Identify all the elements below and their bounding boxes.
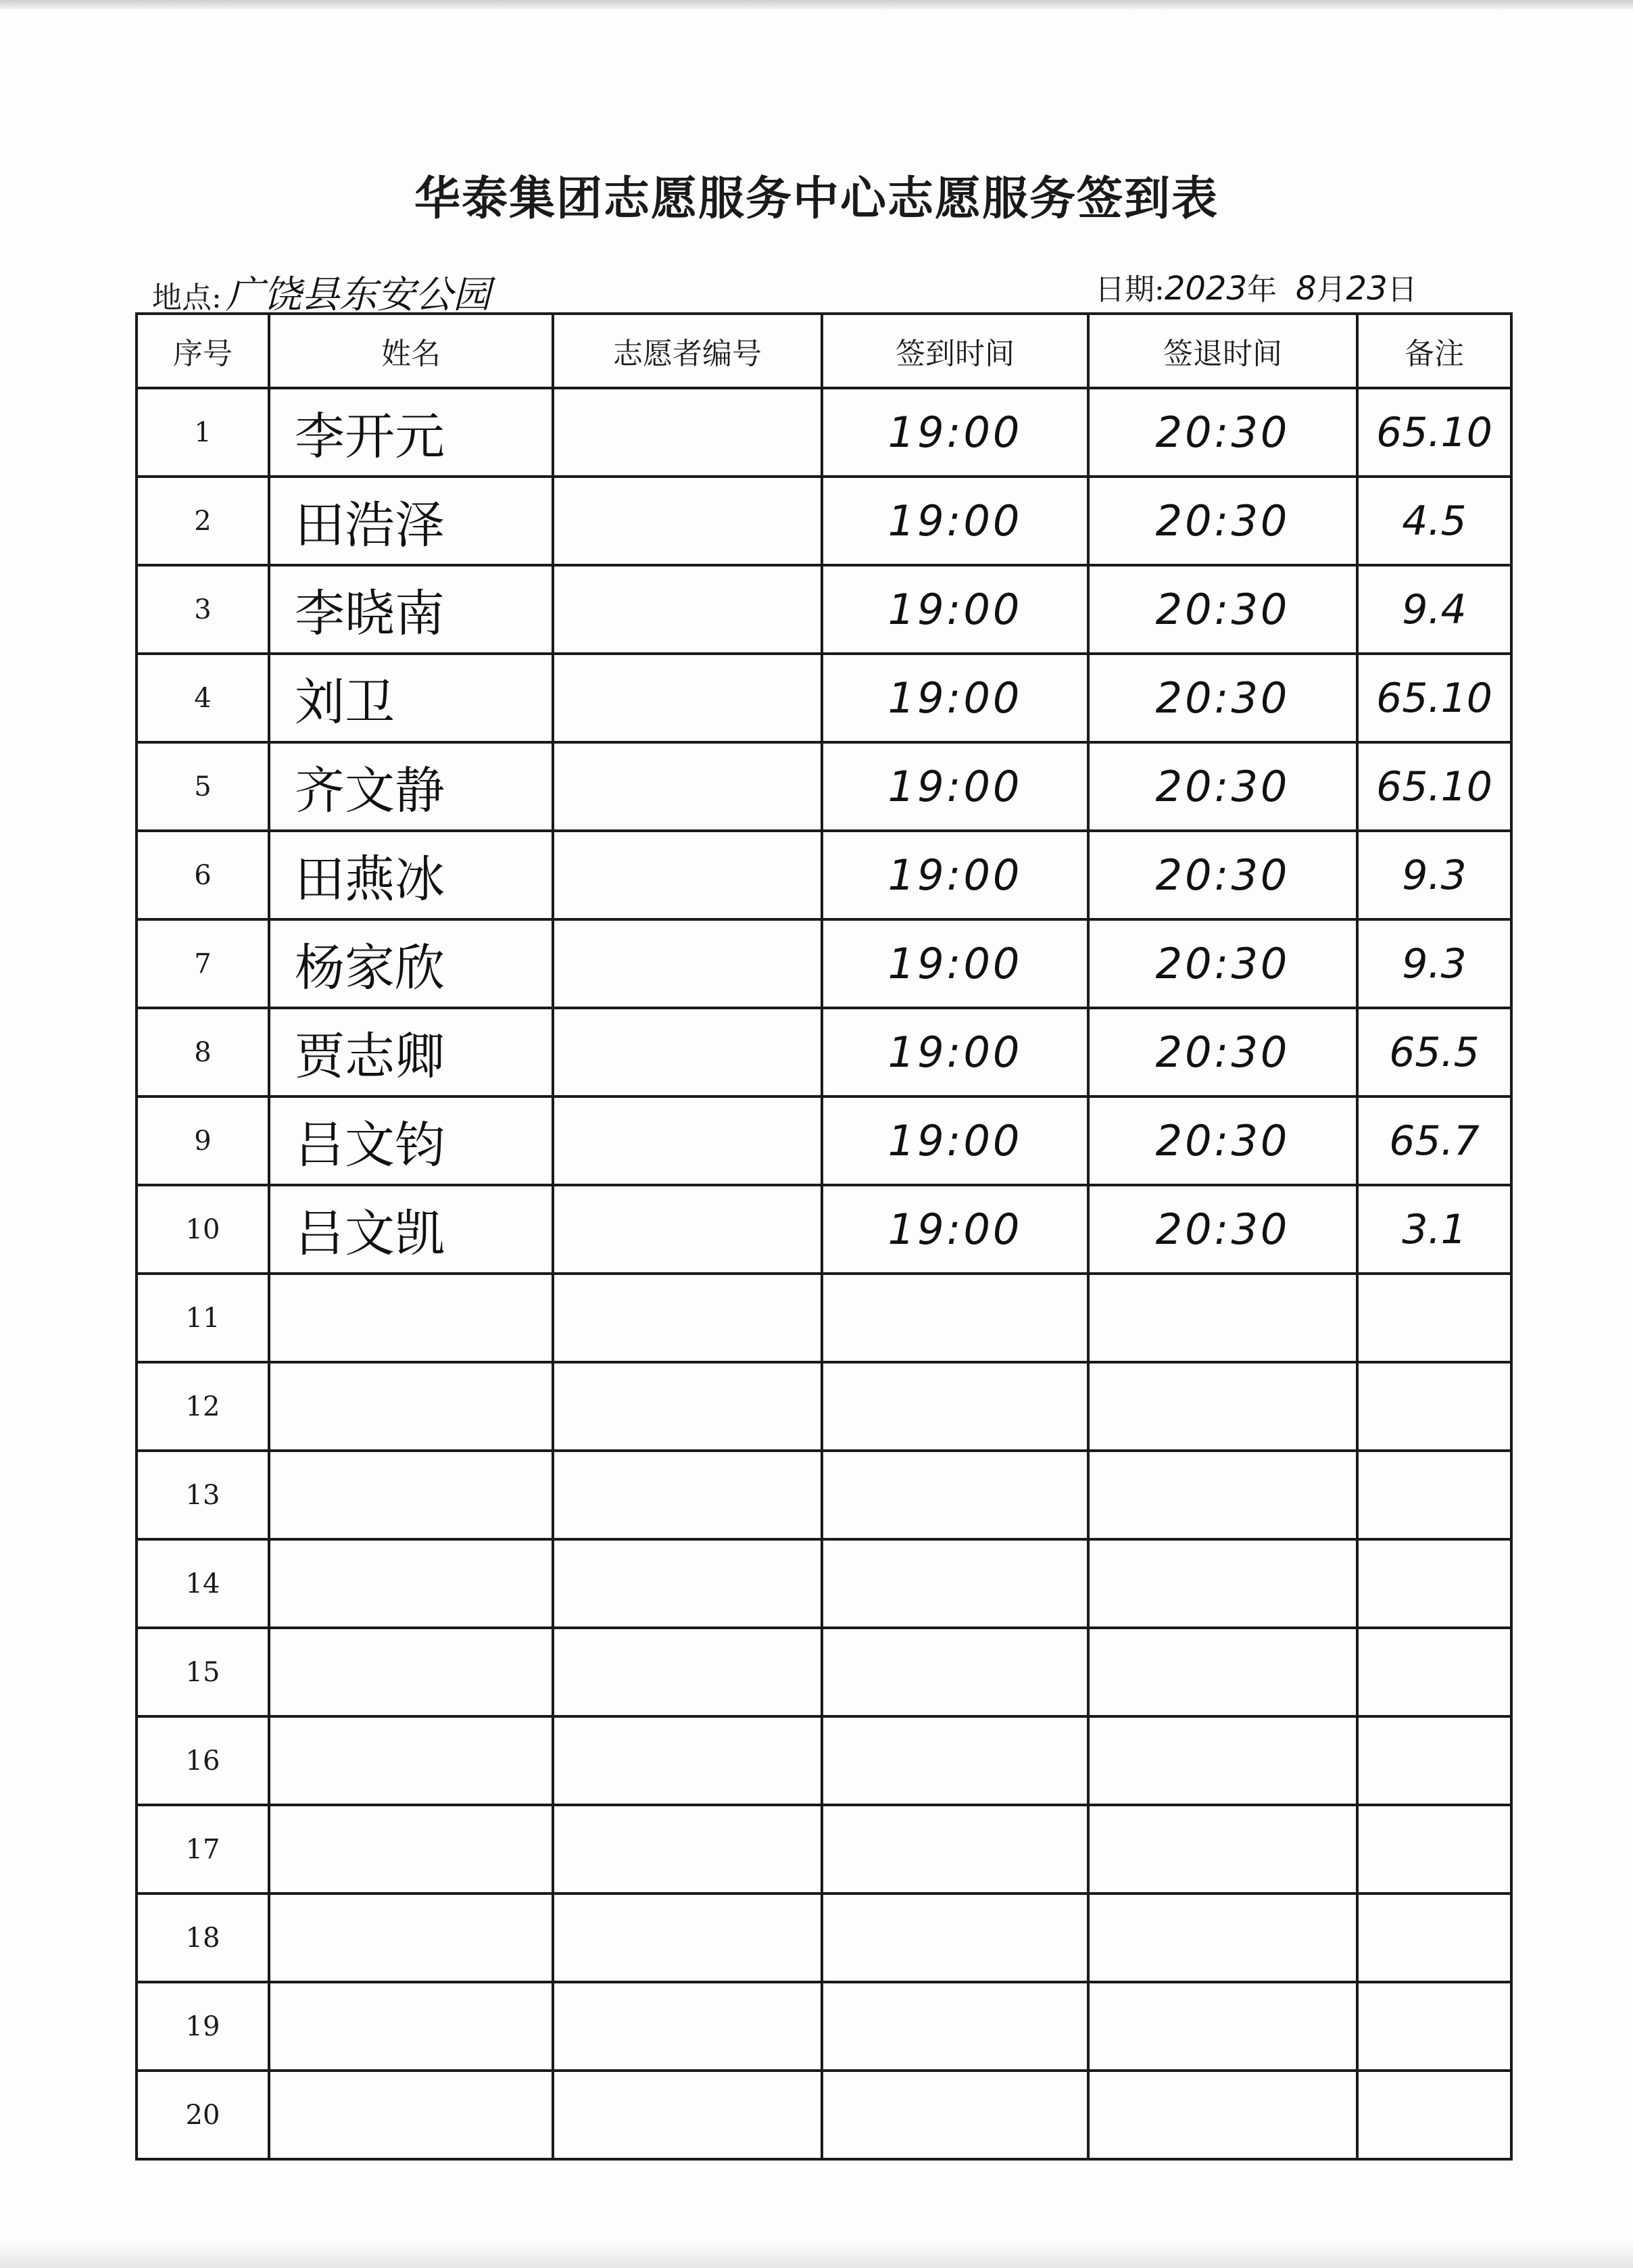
check-in-cell [822,1628,1088,1716]
volunteer-id-cell [553,831,822,919]
note-cell: 65.7 [1357,1096,1511,1185]
name-cell: 贾志卿 [269,1008,553,1096]
name-cell [269,1274,553,1362]
name-cell [269,1362,553,1451]
check-in-cell [822,1716,1088,1805]
check-out-cell [1088,1628,1357,1716]
check-in-cell [822,2071,1088,2159]
location-value: 广饶县东安公园 [225,273,491,317]
table-row [137,2071,1511,2159]
note-cell [1357,1362,1511,1451]
volunteer-id-cell [553,1982,822,2071]
note-cell [1357,1805,1511,1893]
check-in-cell: 19:00 [822,654,1088,742]
date-day-unit: 日 [1387,272,1417,307]
name-cell [269,1982,553,2071]
date-year: 2023 [1164,270,1247,308]
volunteer-id-cell [553,2071,822,2159]
note-cell: 4.5 [1357,477,1511,565]
volunteer-id-cell [553,742,822,831]
volunteer-id-cell [553,1096,822,1185]
note-cell: 65.10 [1357,388,1511,477]
seq-cell: 8 [137,1008,269,1096]
seq-cell: 18 [137,1893,269,1982]
note-cell: 65.5 [1357,1008,1511,1096]
check-out-cell: 20:30 [1088,388,1357,477]
seq-cell: 1 [137,388,269,477]
volunteer-id-cell [553,388,822,477]
name-cell [269,2071,553,2159]
volunteer-id-cell [553,565,822,654]
seq-cell: 19 [137,1982,269,2071]
volunteer-id-cell [553,1628,822,1716]
sign-in-table [135,312,1513,2161]
date-month-unit: 月 [1316,272,1346,307]
note-cell: 9.3 [1357,919,1511,1008]
check-out-cell [1088,1451,1357,1539]
check-out-cell [1088,1716,1357,1805]
seq-cell: 12 [137,1362,269,1451]
check-in-cell: 19:00 [822,388,1088,477]
table-row [137,1716,1511,1805]
check-in-cell [822,1451,1088,1539]
check-out-cell [1088,1982,1357,2071]
check-in-cell: 19:00 [822,1096,1088,1185]
volunteer-id-cell [553,477,822,565]
name-cell [269,1805,553,1893]
note-cell: 65.10 [1357,654,1511,742]
check-out-cell [1088,1805,1357,1893]
check-in-cell [822,1893,1088,1982]
check-in-cell [822,1982,1088,2071]
name-cell [269,1451,553,1539]
date-year-unit: 年 [1246,272,1277,307]
check-out-cell: 20:30 [1088,919,1357,1008]
seq-cell: 14 [137,1539,269,1628]
volunteer-id-cell [553,1274,822,1362]
table-row [137,1008,1511,1096]
name-cell: 田燕冰 [269,831,553,919]
check-out-cell: 20:30 [1088,477,1357,565]
name-cell: 刘卫 [269,654,553,742]
volunteer-id-cell [553,1539,822,1628]
check-in-cell [822,1805,1088,1893]
check-in-cell: 19:00 [822,1185,1088,1274]
seq-cell: 7 [137,919,269,1008]
name-cell [269,1628,553,1716]
header-seq: 序号 [137,314,269,388]
check-out-cell: 20:30 [1088,1096,1357,1185]
scan-bottom-edge [0,2241,1633,2268]
note-cell [1357,1716,1511,1805]
seq-cell: 10 [137,1185,269,1274]
check-in-cell: 19:00 [822,477,1088,565]
name-cell: 杨家欣 [269,919,553,1008]
check-in-cell: 19:00 [822,919,1088,1008]
check-in-cell: 19:00 [822,831,1088,919]
note-cell [1357,1451,1511,1539]
check-out-cell: 20:30 [1088,742,1357,831]
table-body [137,388,1511,2159]
table-row [137,919,1511,1008]
seq-cell: 16 [137,1716,269,1805]
note-cell: 9.4 [1357,565,1511,654]
note-cell [1357,1628,1511,1716]
check-in-cell: 19:00 [822,1008,1088,1096]
name-cell: 李晓南 [269,565,553,654]
note-cell [1357,1893,1511,1982]
check-out-cell: 20:30 [1088,1185,1357,1274]
table-row [137,388,1511,477]
volunteer-id-cell [553,919,822,1008]
volunteer-id-cell [553,1716,822,1805]
note-cell: 3.1 [1357,1185,1511,1274]
name-cell: 吕文钧 [269,1096,553,1185]
name-cell [269,1539,553,1628]
seq-cell: 17 [137,1805,269,1893]
form-title: 华泰集团志愿服务中心志愿服务签到表 [414,172,1219,226]
scan-top-edge [0,0,1633,9]
seq-cell: 13 [137,1451,269,1539]
note-cell: 65.10 [1357,742,1511,831]
volunteer-id-cell [553,654,822,742]
check-out-cell: 20:30 [1088,565,1357,654]
table-row [137,1274,1511,1362]
check-out-cell [1088,2071,1357,2159]
check-out-cell [1088,1539,1357,1628]
seq-cell: 20 [137,2071,269,2159]
check-out-cell [1088,1274,1357,1362]
check-in-cell [822,1539,1088,1628]
seq-cell: 4 [137,654,269,742]
date-label: 日期: [1095,272,1165,307]
table-row [137,565,1511,654]
check-out-cell [1088,1893,1357,1982]
note-cell [1357,2071,1511,2159]
table-row [137,1096,1511,1185]
table-row [137,1362,1511,1451]
table-row [137,1805,1511,1893]
name-cell [269,1716,553,1805]
seq-cell: 6 [137,831,269,919]
header-check-in: 签到时间 [822,314,1088,388]
table-row [137,1539,1511,1628]
seq-cell: 5 [137,742,269,831]
name-cell: 李开元 [269,388,553,477]
header-name: 姓名 [269,314,553,388]
volunteer-id-cell [553,1805,822,1893]
note-cell [1357,1539,1511,1628]
location-label: 地点: [152,281,222,315]
table-row [137,1451,1511,1539]
note-cell [1357,1982,1511,2071]
note-cell [1357,1274,1511,1362]
check-out-cell [1088,1362,1357,1451]
date-line [1095,265,1417,308]
table-row [137,1893,1511,1982]
check-in-cell [822,1362,1088,1451]
header-check-out: 签退时间 [1088,314,1357,388]
header-row [137,314,1511,388]
note-cell: 9.3 [1357,831,1511,919]
table-row [137,831,1511,919]
table-row [137,654,1511,742]
volunteer-id-cell [553,1451,822,1539]
seq-cell: 9 [137,1096,269,1185]
check-in-cell: 19:00 [822,565,1088,654]
location-line [152,265,491,319]
check-in-cell [822,1274,1088,1362]
table-row [137,742,1511,831]
check-out-cell: 20:30 [1088,654,1357,742]
table-row [137,477,1511,565]
name-cell [269,1893,553,1982]
name-cell: 田浩泽 [269,477,553,565]
header-volunteer-id: 志愿者编号 [553,314,822,388]
check-out-cell: 20:30 [1088,831,1357,919]
header-note: 备注 [1357,314,1511,388]
volunteer-id-cell [553,1893,822,1982]
check-in-cell: 19:00 [822,742,1088,831]
seq-cell: 3 [137,565,269,654]
volunteer-id-cell [553,1362,822,1451]
table-row [137,1628,1511,1716]
seq-cell: 2 [137,477,269,565]
seq-cell: 11 [137,1274,269,1362]
seq-cell: 15 [137,1628,269,1716]
check-out-cell: 20:30 [1088,1008,1357,1096]
volunteer-id-cell [553,1008,822,1096]
volunteer-id-cell [553,1185,822,1274]
name-cell: 齐文静 [269,742,553,831]
name-cell: 吕文凯 [269,1185,553,1274]
table-row [137,1982,1511,2071]
date-month: 8 [1295,270,1317,308]
table-row [137,1185,1511,1274]
date-day: 23 [1346,270,1388,308]
